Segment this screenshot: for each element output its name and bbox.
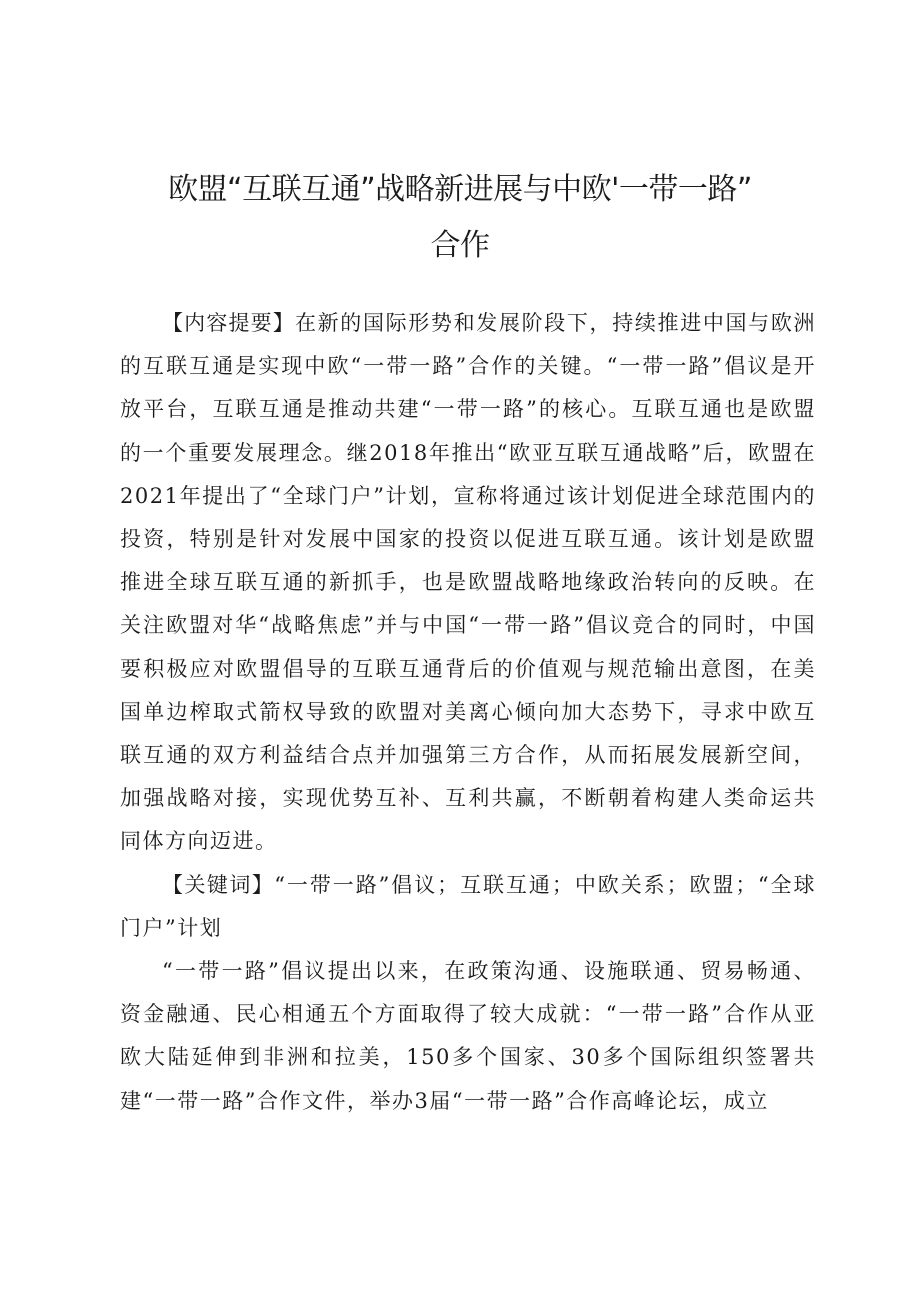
- title-line-2: 合作: [430, 228, 490, 263]
- document-title: [100, 162, 820, 274]
- keywords-text: “一带一路”倡议；互联互通；中欧关系；欧盟；“全球门户”计划: [120, 872, 816, 940]
- title-line-1: 欧盟“互联互通”战略新进展与中欧'一带一路”: [168, 172, 752, 207]
- keywords-paragraph: [120, 864, 816, 950]
- abstract-paragraph: [120, 302, 816, 864]
- document-body: [120, 302, 816, 1123]
- abstract-label: 【内容提要】: [162, 311, 295, 335]
- body-paragraph: “一带一路”倡议提出以来，在政策沟通、设施联通、贸易畅通、资金融通、民心相通五个方面取得了较大成就：“一带一路”合作从亚欧大陆延伸到非洲和拉美，150多个国家、30多个国际组织签署共建“一带一路”合作文件，举办3届“一带一路”合作高峰论坛，成立: [120, 959, 816, 1113]
- keywords-label: 【关键词】: [162, 872, 275, 897]
- abstract-text: 在新的国际形势和发展阶段下，持续推进中国与欧洲的互联互通是实现中欧“一带一路”合作的关键。“一带一路”倡议是开放平台，互联互通是推动共建“一带一路”的核心。互联互通也是欧盟的一个重要发展理念。继2018年推出“欧亚互联互通战略”后，欧盟在2021年提出了“全球门户”计划，宣称将通过该计划促进全球范围内的投资，特别是针对发展中国家的投资以促进互联互通。该计划是欧盟推进全球互联互通的新抓手，也是欧盟战略地缘政治转向的反映。在关注欧盟对华“战略焦虑”并与中国“一带一路”倡议竞合的同时，中国要积极应对欧盟倡导的互联互通背后的价值观与规范输出意图，在美国单边榨取式箭权导致的欧盟对美离心倾向加大态势下，寻求中欧互联互通的双方利益结合点并加强第三方合作，从而拓展发展新空间，加强战略对接，实现优势互补、互利共赢，不断朝着构建人类命运共同体方向迈进。: [120, 311, 817, 854]
